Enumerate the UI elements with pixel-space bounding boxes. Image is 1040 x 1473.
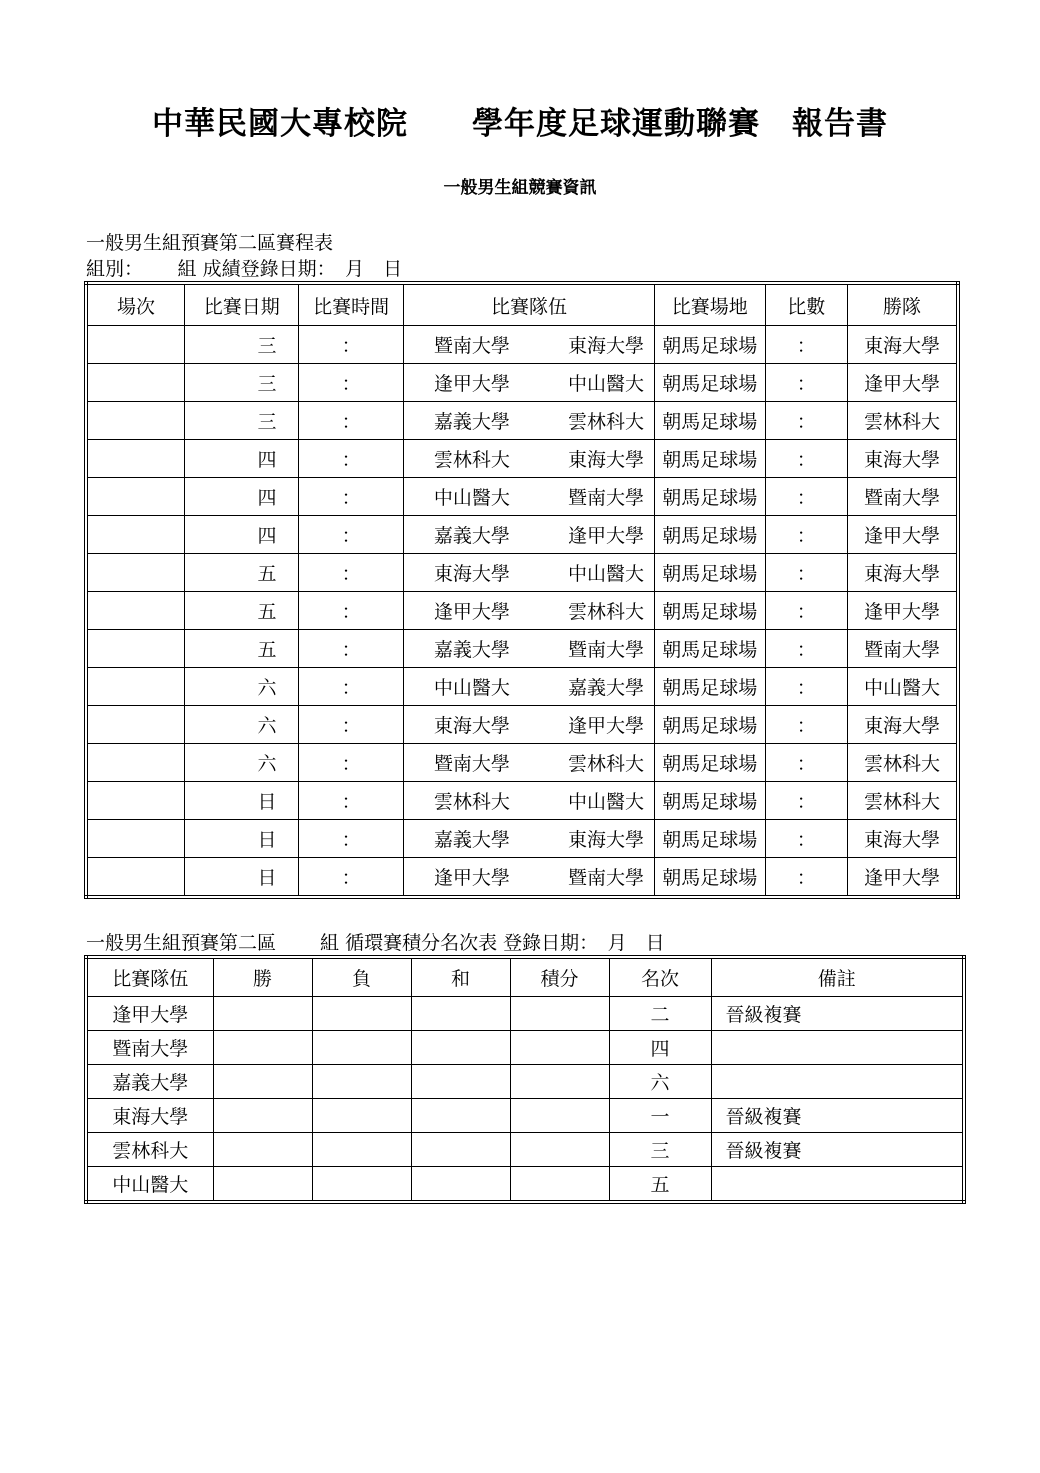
ranking-points-cell: [510, 1099, 609, 1133]
match-time-cell: ：: [299, 668, 403, 706]
match-time-cell: ：: [299, 440, 403, 478]
match-score-cell: ：: [765, 706, 847, 744]
match-score-cell: ：: [765, 364, 847, 402]
ranking-win-cell: [213, 1099, 312, 1133]
ranking-note-cell: [711, 1065, 964, 1099]
match-time-cell: ：: [299, 402, 403, 440]
ranking-win-cell: [213, 1065, 312, 1099]
match-winner-cell: 中山醫大: [847, 668, 958, 706]
match-venue-cell: 朝馬足球場: [655, 744, 766, 782]
match-score-cell: ：: [765, 554, 847, 592]
schedule-row: [86, 516, 958, 554]
header-note: 備註: [711, 957, 964, 997]
ranking-rank-cell: 五: [609, 1167, 711, 1203]
match-time-cell: ：: [299, 820, 403, 858]
header-teams: 比賽隊伍: [403, 283, 654, 326]
match-no-cell: [86, 364, 184, 402]
ranking-note-cell: 晉級複賽: [711, 1099, 964, 1133]
match-time-cell: ：: [299, 858, 403, 898]
schedule-table: [84, 281, 960, 899]
match-teams-cell: [403, 402, 654, 440]
ranking-team-cell: 暨南大學: [86, 1031, 213, 1065]
match-no-cell: [86, 516, 184, 554]
match-teams-cell: [403, 440, 654, 478]
match-winner-cell: 東海大學: [847, 554, 958, 592]
ranking-team-cell: 中山醫大: [86, 1167, 213, 1203]
match-winner-cell: 東海大學: [847, 440, 958, 478]
header-date: 比賽日期: [184, 283, 299, 326]
match-day-cell: 三: [184, 326, 299, 364]
match-no-cell: [86, 326, 184, 364]
match-day-cell: 五: [184, 630, 299, 668]
schedule-row: [86, 820, 958, 858]
match-winner-cell: 暨南大學: [847, 478, 958, 516]
ranking-note-cell: 晉級複賽: [711, 1133, 964, 1167]
match-score-cell: ：: [765, 326, 847, 364]
match-no-cell: [86, 554, 184, 592]
match-winner-cell: 逢甲大學: [847, 364, 958, 402]
ranking-row: [86, 997, 964, 1031]
match-venue-cell: 朝馬足球場: [655, 516, 766, 554]
home-team: 嘉義大學: [433, 829, 510, 851]
ranking-note-cell: [711, 1167, 964, 1203]
ranking-win-cell: [213, 1031, 312, 1065]
match-score-cell: ：: [765, 782, 847, 820]
away-team: 雲林科大: [568, 601, 645, 623]
away-team: 暨南大學: [568, 867, 645, 889]
match-teams-cell: [403, 364, 654, 402]
match-winner-cell: 逢甲大學: [847, 592, 958, 630]
header-venue: 比賽場地: [655, 283, 766, 326]
match-winner-cell: 東海大學: [847, 706, 958, 744]
schedule-meta: 組別： 組 成績登錄日期： 月 日: [86, 258, 403, 280]
match-teams-cell: [403, 820, 654, 858]
schedule-row: [86, 706, 958, 744]
ranking-table: [84, 955, 966, 1204]
ranking-caption: 一般男生組預賽第二區 組 循環賽積分名次表 登錄日期： 月 日: [86, 932, 665, 954]
match-day-cell: 六: [184, 744, 299, 782]
header-rank: 名次: [609, 957, 711, 997]
match-winner-cell: 東海大學: [847, 820, 958, 858]
schedule-row: [86, 858, 958, 898]
ranking-points-cell: [510, 1031, 609, 1065]
match-no-cell: [86, 706, 184, 744]
home-team: 暨南大學: [433, 335, 510, 357]
match-teams-cell: [403, 858, 654, 898]
match-winner-cell: 暨南大學: [847, 630, 958, 668]
away-team: 東海大學: [568, 829, 645, 851]
match-venue-cell: 朝馬足球場: [655, 668, 766, 706]
ranking-rank-cell: 三: [609, 1133, 711, 1167]
match-time-cell: ：: [299, 592, 403, 630]
header-team: 比賽隊伍: [86, 957, 213, 997]
document-title: 中華民國大專校院 學年度足球運動聯賽 報告書: [152, 106, 888, 142]
home-team: 逢甲大學: [433, 867, 510, 889]
ranking-loss-cell: [312, 1031, 411, 1065]
ranking-row: [86, 1133, 964, 1167]
away-team: 嘉義大學: [568, 677, 645, 699]
header-match-no: 場次: [86, 283, 184, 326]
match-day-cell: 日: [184, 858, 299, 898]
home-team: 中山醫大: [433, 677, 510, 699]
schedule-row: [86, 592, 958, 630]
match-venue-cell: 朝馬足球場: [655, 326, 766, 364]
schedule-row: [86, 326, 958, 364]
schedule-row: [86, 478, 958, 516]
match-no-cell: [86, 402, 184, 440]
home-team: 逢甲大學: [433, 601, 510, 623]
ranking-points-cell: [510, 997, 609, 1031]
match-time-cell: ：: [299, 706, 403, 744]
ranking-loss-cell: [312, 1065, 411, 1099]
header-win: 勝: [213, 957, 312, 997]
match-teams-cell: [403, 592, 654, 630]
away-team: 中山醫大: [568, 563, 645, 585]
ranking-points-cell: [510, 1167, 609, 1203]
match-teams-cell: [403, 516, 654, 554]
match-winner-cell: 雲林科大: [847, 744, 958, 782]
schedule-caption: 一般男生組預賽第二區賽程表: [86, 232, 334, 254]
home-team: 嘉義大學: [433, 411, 510, 433]
ranking-rank-cell: 一: [609, 1099, 711, 1133]
match-teams-cell: [403, 554, 654, 592]
match-teams-cell: [403, 630, 654, 668]
match-time-cell: ：: [299, 516, 403, 554]
ranking-row: [86, 1167, 964, 1203]
match-day-cell: 三: [184, 402, 299, 440]
match-no-cell: [86, 630, 184, 668]
match-time-cell: ：: [299, 478, 403, 516]
match-venue-cell: 朝馬足球場: [655, 440, 766, 478]
ranking-draw-cell: [411, 997, 510, 1031]
ranking-points-cell: [510, 1133, 609, 1167]
ranking-rank-cell: 二: [609, 997, 711, 1031]
ranking-rank-cell: 六: [609, 1065, 711, 1099]
match-no-cell: [86, 668, 184, 706]
match-day-cell: 五: [184, 592, 299, 630]
header-winner: 勝隊: [847, 283, 958, 326]
schedule-row: [86, 668, 958, 706]
match-score-cell: ：: [765, 858, 847, 898]
header-loss: 負: [312, 957, 411, 997]
match-time-cell: ：: [299, 782, 403, 820]
ranking-row: [86, 1099, 964, 1133]
match-day-cell: 五: [184, 554, 299, 592]
match-no-cell: [86, 440, 184, 478]
ranking-points-cell: [510, 1065, 609, 1099]
ranking-rank-cell: 四: [609, 1031, 711, 1065]
ranking-header-row: [86, 957, 964, 997]
match-day-cell: 日: [184, 782, 299, 820]
match-venue-cell: 朝馬足球場: [655, 364, 766, 402]
match-venue-cell: 朝馬足球場: [655, 402, 766, 440]
away-team: 暨南大學: [568, 487, 645, 509]
match-teams-cell: [403, 668, 654, 706]
match-day-cell: 四: [184, 478, 299, 516]
ranking-win-cell: [213, 1133, 312, 1167]
match-no-cell: [86, 592, 184, 630]
away-team: 暨南大學: [568, 639, 645, 661]
ranking-win-cell: [213, 1167, 312, 1203]
match-score-cell: ：: [765, 478, 847, 516]
document-subtitle: 一般男生組競賽資訊: [443, 178, 597, 198]
match-time-cell: ：: [299, 554, 403, 592]
ranking-team-cell: 雲林科大: [86, 1133, 213, 1167]
match-score-cell: ：: [765, 440, 847, 478]
away-team: 逢甲大學: [568, 525, 645, 547]
match-no-cell: [86, 782, 184, 820]
match-time-cell: ：: [299, 630, 403, 668]
header-time: 比賽時間: [299, 283, 403, 326]
match-teams-cell: [403, 782, 654, 820]
schedule-header-row: [86, 283, 958, 326]
match-teams-cell: [403, 744, 654, 782]
match-no-cell: [86, 478, 184, 516]
ranking-loss-cell: [312, 997, 411, 1031]
home-team: 嘉義大學: [433, 525, 510, 547]
match-day-cell: 六: [184, 668, 299, 706]
match-venue-cell: 朝馬足球場: [655, 858, 766, 898]
match-winner-cell: 雲林科大: [847, 782, 958, 820]
match-time-cell: ：: [299, 744, 403, 782]
ranking-loss-cell: [312, 1099, 411, 1133]
away-team: 東海大學: [568, 449, 645, 471]
away-team: 中山醫大: [568, 373, 645, 395]
header-draw: 和: [411, 957, 510, 997]
away-team: 東海大學: [568, 335, 645, 357]
match-winner-cell: 逢甲大學: [847, 858, 958, 898]
home-team: 逢甲大學: [433, 373, 510, 395]
match-no-cell: [86, 858, 184, 898]
home-team: 雲林科大: [433, 791, 510, 813]
ranking-draw-cell: [411, 1099, 510, 1133]
ranking-draw-cell: [411, 1031, 510, 1065]
match-winner-cell: 逢甲大學: [847, 516, 958, 554]
schedule-row: [86, 440, 958, 478]
match-teams-cell: [403, 706, 654, 744]
match-venue-cell: 朝馬足球場: [655, 820, 766, 858]
match-day-cell: 四: [184, 440, 299, 478]
ranking-row: [86, 1031, 964, 1065]
ranking-win-cell: [213, 997, 312, 1031]
match-venue-cell: 朝馬足球場: [655, 782, 766, 820]
match-teams-cell: [403, 326, 654, 364]
match-time-cell: ：: [299, 364, 403, 402]
match-score-cell: ：: [765, 630, 847, 668]
home-team: 中山醫大: [433, 487, 510, 509]
header-score: 比數: [765, 283, 847, 326]
match-time-cell: ：: [299, 326, 403, 364]
ranking-row: [86, 1065, 964, 1099]
schedule-row: [86, 554, 958, 592]
ranking-note-cell: [711, 1031, 964, 1065]
home-team: 東海大學: [433, 715, 510, 737]
match-teams-cell: [403, 478, 654, 516]
match-venue-cell: 朝馬足球場: [655, 706, 766, 744]
match-score-cell: ：: [765, 820, 847, 858]
match-score-cell: ：: [765, 744, 847, 782]
match-score-cell: ：: [765, 402, 847, 440]
schedule-row: [86, 402, 958, 440]
match-no-cell: [86, 820, 184, 858]
ranking-loss-cell: [312, 1167, 411, 1203]
away-team: 中山醫大: [568, 791, 645, 813]
home-team: 嘉義大學: [433, 639, 510, 661]
match-winner-cell: 東海大學: [847, 326, 958, 364]
ranking-note-cell: 晉級複賽: [711, 997, 964, 1031]
schedule-row: [86, 630, 958, 668]
match-score-cell: ：: [765, 592, 847, 630]
ranking-draw-cell: [411, 1065, 510, 1099]
away-team: 雲林科大: [568, 753, 645, 775]
match-day-cell: 六: [184, 706, 299, 744]
match-day-cell: 三: [184, 364, 299, 402]
schedule-row: [86, 364, 958, 402]
match-venue-cell: 朝馬足球場: [655, 478, 766, 516]
match-venue-cell: 朝馬足球場: [655, 592, 766, 630]
away-team: 雲林科大: [568, 411, 645, 433]
home-team: 暨南大學: [433, 753, 510, 775]
ranking-loss-cell: [312, 1133, 411, 1167]
match-day-cell: 日: [184, 820, 299, 858]
home-team: 雲林科大: [433, 449, 510, 471]
match-winner-cell: 雲林科大: [847, 402, 958, 440]
schedule-row: [86, 782, 958, 820]
ranking-team-cell: 嘉義大學: [86, 1065, 213, 1099]
match-no-cell: [86, 744, 184, 782]
ranking-team-cell: 逢甲大學: [86, 997, 213, 1031]
ranking-team-cell: 東海大學: [86, 1099, 213, 1133]
match-score-cell: ：: [765, 668, 847, 706]
ranking-draw-cell: [411, 1167, 510, 1203]
match-venue-cell: 朝馬足球場: [655, 630, 766, 668]
schedule-row: [86, 744, 958, 782]
home-team: 東海大學: [433, 563, 510, 585]
match-day-cell: 四: [184, 516, 299, 554]
header-points: 積分: [510, 957, 609, 997]
ranking-draw-cell: [411, 1133, 510, 1167]
match-score-cell: ：: [765, 516, 847, 554]
away-team: 逢甲大學: [568, 715, 645, 737]
match-venue-cell: 朝馬足球場: [655, 554, 766, 592]
